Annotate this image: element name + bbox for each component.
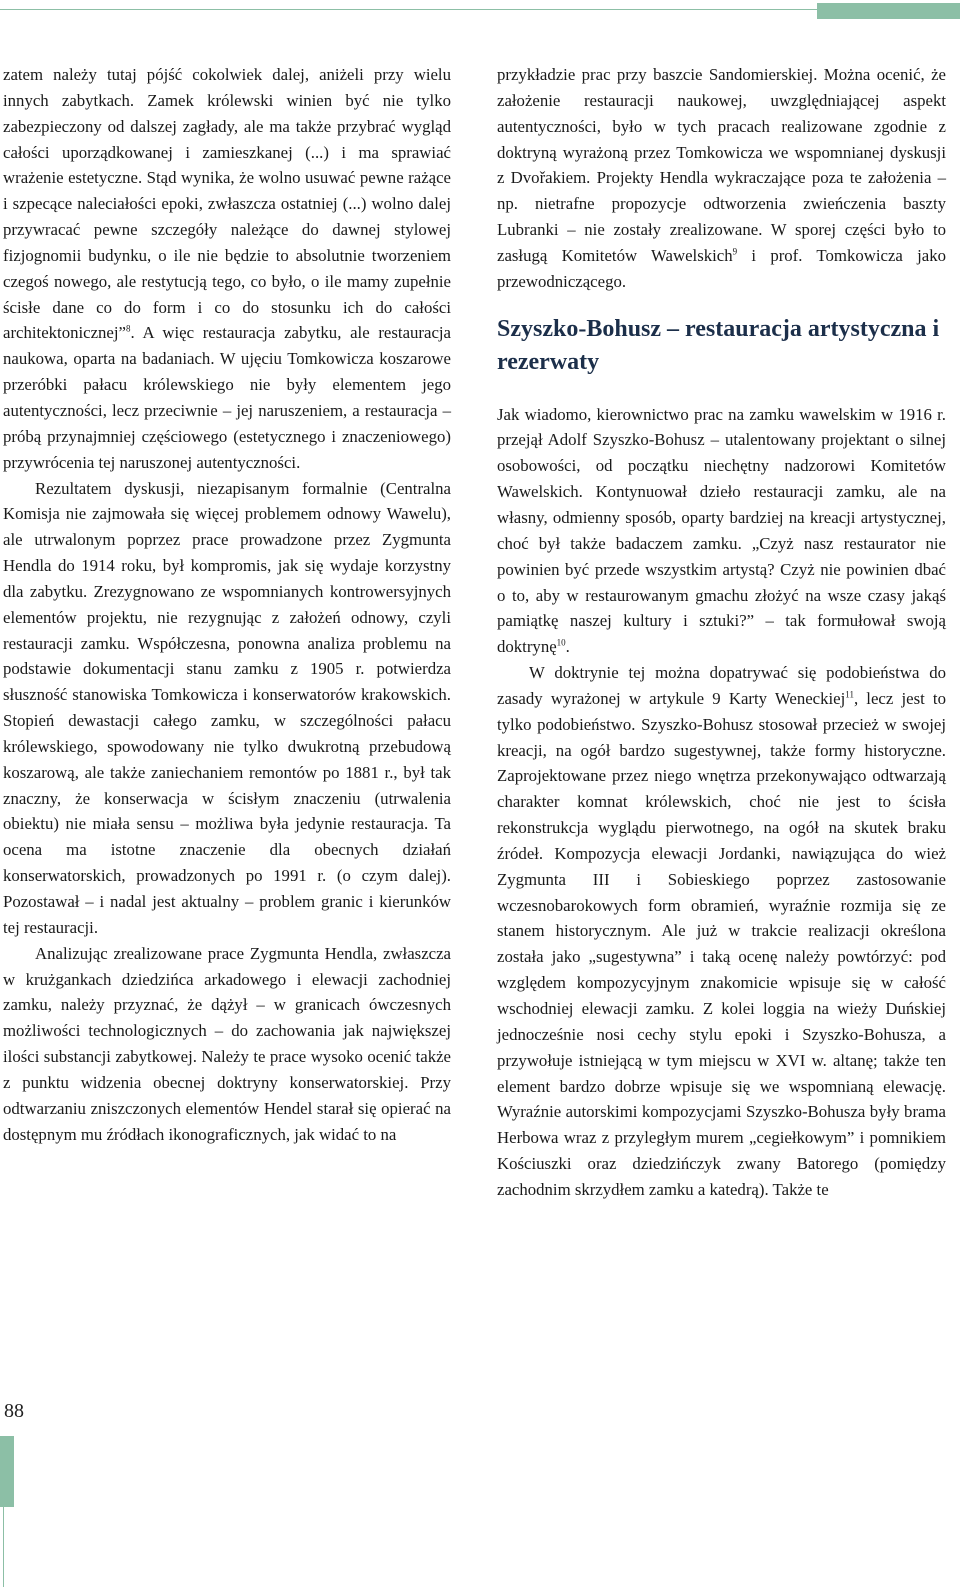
top-accent-tab bbox=[817, 3, 960, 19]
page-number: 88 bbox=[4, 1400, 24, 1422]
footnote-ref: 10 bbox=[556, 637, 566, 648]
paragraph-text: zatem należy tutaj pójść cokolwiek dalej, aniżeli przy wielu innych zabytkach. Zamek królewski winien być nie tylko zabezpieczony od dalszej zagłady, ale ma także przybrać wygląd całości uporządkowanej i zamieszkanej (...) i ma sprawiać wrażenie estetyczne. Stąd wynika, że wolno usuwać pewne rażące i szpecące naleciałości epoki, zwłaszcza ostatniej (...) wolno dalej przywracać pewne szczegóły należące do dawnej stylowej fizjognomii budynku, o ile nie będzie to absolutnie tworzeniem czegoś nowego, ale restytucją tego, co było, o ile mamy zupełnie ścisłe dane co do form i co do stosunku ich do całości architektonicznej” bbox=[3, 65, 451, 343]
paragraph-text: i prof. Tomkowicza jako przewodniczącego. bbox=[497, 245, 946, 291]
paragraph bbox=[497, 62, 946, 295]
top-accent-rule bbox=[0, 9, 960, 10]
footnote-ref: 8 bbox=[126, 323, 131, 334]
paragraph bbox=[3, 62, 451, 476]
left-text-column bbox=[3, 62, 451, 1147]
paragraph: Analizując zrealizowane prace Zygmunta Hendla, zwłaszcza w krużgankach dziedzińca arkadowego i elewacji zachodniej zamku, należy przyznać, że dążył – w granicach ówczesnych możliwości technologicznych – do zachowania jak największej ilości substancji zabytkowej. Należy te prace wysoko ocenić także z punktu widzenia obecnej doktryny konserwatorskiej. Przy odtwarzaniu zniszczonych elementów Hendel starał się opierać na dostępnym mu źródłach ikonograficznych, jak widać to na bbox=[3, 943, 451, 1144]
paragraph-text: przykładzie prac przy baszcie Sandomierskiej. Można ocenić, że założenie restauracji naukowej, uwzględniającej aspekt autentyczności, było w tych pracach realizowane zgodnie z doktryną wyrażoną przez Tomkowicza we wspomnianej dyskusji z Dvořakiem. Projekty Hendla wykraczające poza te założenia – np. nietrafne propozycje odtworzenia zwieńczenia baszty Lubranki – nie zostały zrealizowane. W sporej części było to zasługą Komitetów Wawelskich bbox=[497, 65, 946, 265]
side-accent-rule bbox=[3, 1507, 4, 1587]
paragraph bbox=[497, 402, 946, 660]
paragraph-text: Jak wiadomo, kierownictwo prac na zamku wawelskim w 1916 r. przejął Adolf Szyszko-Bohusz – utalentowany projektant o silnej osobowości, od początku niechętny nadzorowi Komitetów Wawelskich. Kontynuował dzieło restauracji zamku, ale na własny, odmienny sposób, oparty bardziej na kreacji artystycznej, choć był także badaczem zamku. „Czyż nasz restaurator nie powinien być przede wszystkim artystą? Czyż nie powinien dbać o to, aby w restaurowanym gmachu złożyć na wsze czasy jakąś pamiątkę naszej kultury i sztuki?” – tak formułował swoją doktrynę bbox=[497, 404, 946, 657]
paragraph-text: W doktrynie tej można dopatrywać się podobieństwa do zasady wyrażonej w artykule 9 Karty Weneckiej bbox=[497, 663, 946, 708]
footnote-ref: 9 bbox=[732, 246, 738, 257]
paragraph: Rezultatem dyskusji, niezapisanym formalnie (Centralna Komisja nie zajmowała się więcej problemem odnowy Wawelu), ale utrwalonym poprzez prace prowadzone przez Zygmunta Hendla do 1914 roku, był kompromis, jak się wydaje korzystny dla zabytku. Zrezygnowano ze wspomnianych kontrowersyjnych elementów projektu, nie rezygnując z założeń odnowy, czyli restauracji zamku. Współczesna, ponowna analiza problemu na podstawie dokumentacji stanu zamku z 1905 r. potwierdza słuszność stanowiska Tomkowicza i konserwatorów krakowskich. Stopień dewastacji całego zamku, w szczególności pałacu królewskiego, spowodowany nie tylko dwukrotną przebudową koszarową, ale także zaniechaniem remontów po 1881 r., był tak znaczny, że konserwacja w ścisłym znaczeniu (utrwalenia obiektu) nie miała sensu – możliwa była jedynie restauracja. Ta ocena ma istotne znaczenie dla obecnych działań konserwatorskich, prowadzonych po 1991 r. (o czym dalej). Pozostawał – i nadal jest aktualny – problem granic i kierunków tej restauracji. bbox=[3, 478, 451, 937]
side-accent-tab bbox=[0, 1436, 14, 1507]
right-text-column bbox=[497, 62, 946, 1203]
paragraph-text: , lecz jest to tylko podobieństwo. Szyszko-Bohusz stosował przecież w swojej kreacji, na ogół bardzo sugestywnej, także formy historyczne. Zaprojektowane przez niego wnętrza przekonywająco odtwarzają charakter komnat królewskich, choć nie jest to ścisła rekonstrukcja wyglądu pierwotnego, na ogół na skutek braku źródeł. Kompozycja elewacji Jordanki, nawiązująca do wież Zygmunta III i Sobieskiego poprzez zastosowanie wczesnobarokowych form obramień, wyraźnie rozmija się ze stanem historycznym. Ale już w trakcie realizacji określona została jako „sugestywna” i taką ocenę należy powtórzyć: pod względem kompozycyjnym znakomicie wpisuje się w całość wschodniej elewacji zamku. Z kolei loggia na wieży Duńskiej jednocześnie nosi cechy stylu epoki i Szyszko-Bohusza, a przywołuje istniejącą w tym miejscu w XVI w. altanę; także ten element bardzo dobrze wpisuje się we wspomnianą elewację. Wyraźnie autorskimi kompozycjami Szyszko-Bohusza były brama Herbowa wraz z przyległym murem „cegiełkowym” i pomnikiem Kościuszki oraz dziedzińczyk zwany Batorego (pomiędzy zachodnim skrzydłem zamku a katedrą). Także te bbox=[497, 688, 946, 1199]
footnote-ref: 11 bbox=[845, 689, 854, 700]
paragraph-text: . bbox=[565, 637, 570, 657]
paragraph bbox=[497, 660, 946, 1203]
section-heading: Szyszko-Bohusz – restauracja artystyczna i rezerwaty bbox=[497, 315, 940, 375]
paragraph-text: . A więc restauracja zabytku, ale restauracja naukowa, oparta na badaniach. W ujęciu Tomkowicza koszarowe przeróbki pałacu królewskiego nie były elementem jego autentyczności, lecz przeciwnie – jej naruszeniem, a restauracja – próbą przynajmniej częściowego (estetycznego i znaczeniowego) przywrócenia tej naruszonej autentyczności. bbox=[3, 323, 451, 472]
